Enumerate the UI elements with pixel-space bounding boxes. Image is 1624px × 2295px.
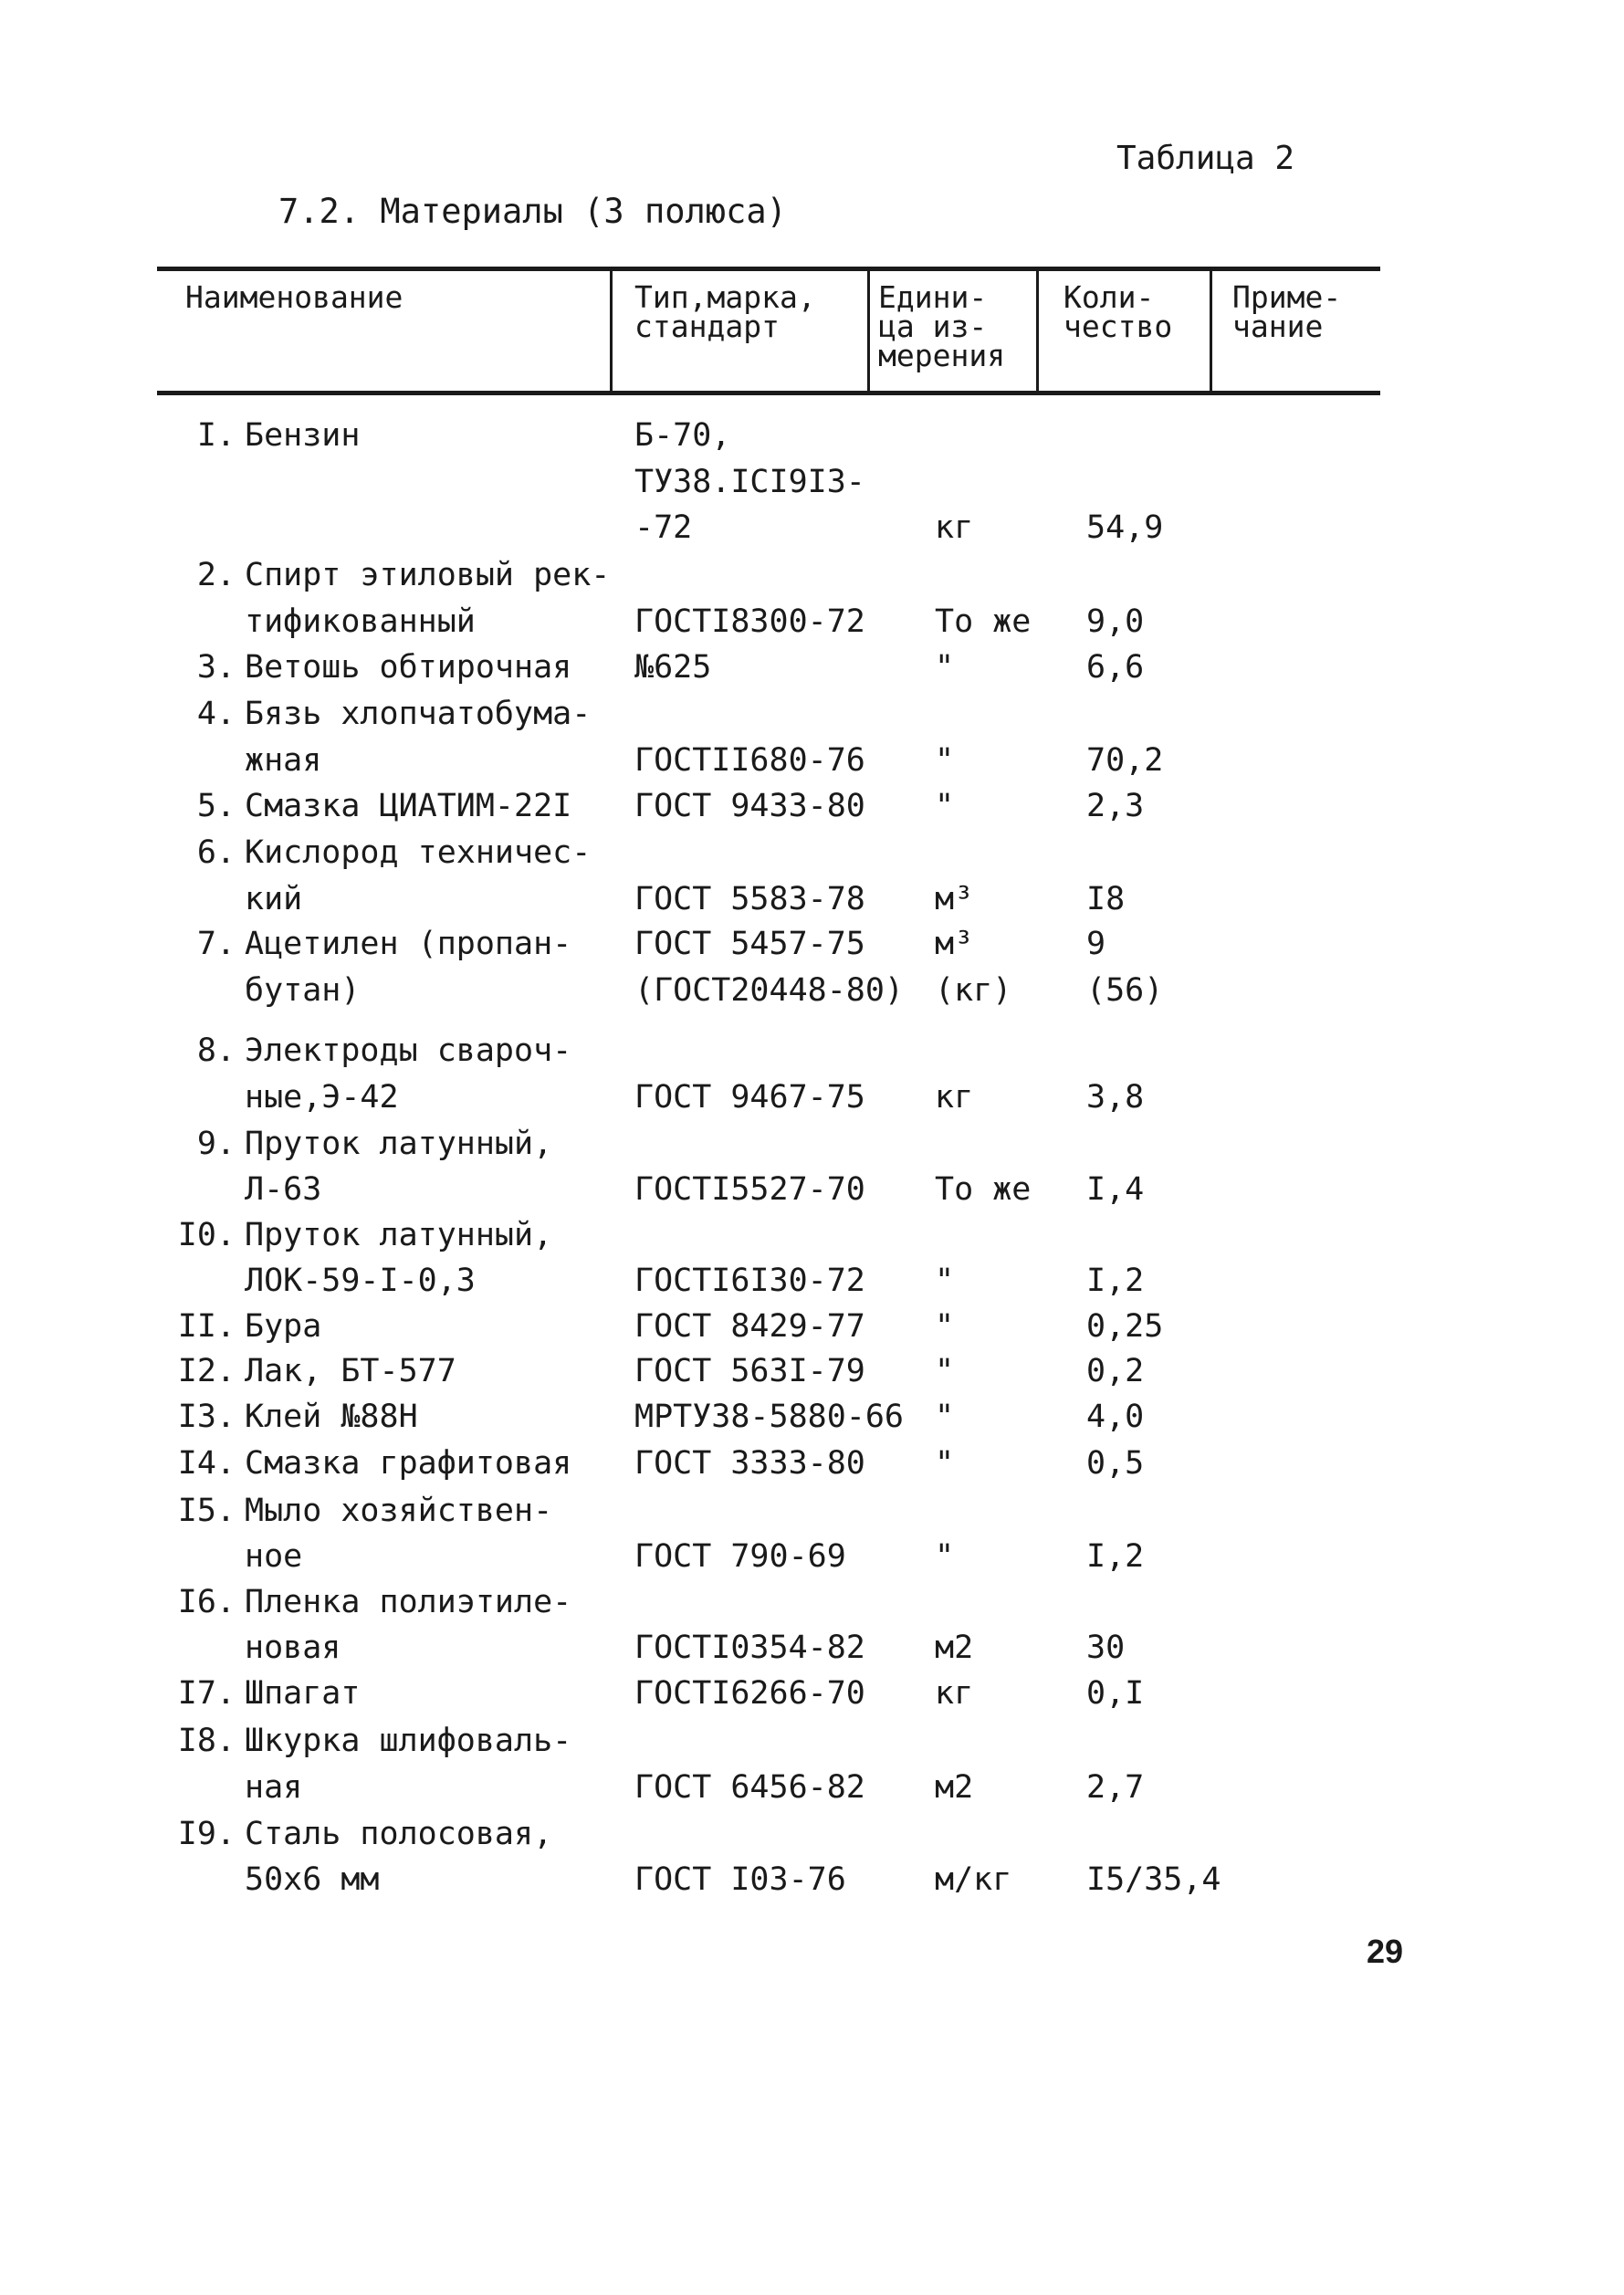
row-qty: 0,5	[1086, 1445, 1145, 1482]
table-row	[0, 1488, 1624, 1534]
table-row	[0, 1121, 1624, 1167]
row-number: I6.	[177, 1584, 236, 1620]
row-name: кий	[245, 881, 303, 917]
row-name: 50х6 мм	[245, 1861, 380, 1898]
row-qty: 4,0	[1086, 1399, 1145, 1435]
row-type: ГОСТ 9467-75	[634, 1079, 865, 1116]
row-type: ГОСТI8300-72	[634, 603, 865, 640]
row-name: жная	[245, 742, 322, 779]
row-name: Мыло хозяйствен-	[245, 1493, 553, 1529]
table-row	[0, 459, 1624, 505]
table-row	[0, 1811, 1624, 1857]
row-name: Спирт этиловый рек-	[245, 557, 611, 593]
row-qty: 2,7	[1086, 1769, 1145, 1806]
row-qty: 6,6	[1086, 649, 1145, 686]
row-name: Ацетилен (пропан-	[245, 926, 572, 962]
row-name: Смазка графитовая	[245, 1445, 572, 1482]
row-name: бутан)	[245, 972, 361, 1009]
table-row	[0, 738, 1624, 783]
row-type: ГОСТ 6456-82	[634, 1769, 865, 1806]
row-unit: кг	[935, 1079, 974, 1116]
row-unit: м2	[935, 1630, 974, 1666]
row-type: ГОСТ 5583-78	[634, 881, 865, 917]
row-qty: 3,8	[1086, 1079, 1145, 1116]
row-type: ГОСТI6I30-72	[634, 1263, 865, 1299]
row-type: ГОСТ 790-69	[634, 1538, 846, 1575]
row-name: Смазка ЦИАТИМ-22I	[245, 788, 572, 824]
table-row	[0, 1765, 1624, 1810]
row-type: ГОСТ 3333-80	[634, 1445, 865, 1482]
row-type: ГОСТ 5457-75	[634, 926, 865, 962]
table-row	[0, 1212, 1624, 1258]
table-row	[0, 1579, 1624, 1625]
row-qty: 0,25	[1086, 1308, 1164, 1345]
row-number: 3.	[196, 649, 236, 686]
row-type: №625	[634, 649, 712, 686]
table-row	[0, 1028, 1624, 1074]
row-type: (ГОСТ20448-80)	[634, 972, 905, 1009]
table-row	[0, 1394, 1624, 1440]
table-row	[0, 876, 1624, 922]
row-unit: "	[935, 1399, 955, 1435]
header-name: Наименование	[185, 279, 403, 315]
table-row	[0, 1857, 1624, 1902]
row-unit: м2	[935, 1769, 974, 1806]
table-header-rule	[157, 391, 1380, 395]
row-qty: I,2	[1086, 1538, 1145, 1575]
row-qty: I8	[1086, 881, 1126, 917]
row-name: Пруток латунный,	[245, 1126, 553, 1162]
row-unit: (кг)	[935, 972, 1012, 1009]
header-qty: Коли- чество	[1063, 279, 1173, 344]
row-type: ГОСТ 8429-77	[634, 1308, 865, 1345]
row-qty: I,4	[1086, 1171, 1145, 1208]
table-row	[0, 921, 1624, 967]
header-note: Приме- чание	[1232, 279, 1342, 344]
table-row	[0, 1167, 1624, 1212]
row-type: ТУ38.IСI9I3-	[634, 464, 865, 500]
table-row	[0, 1625, 1624, 1671]
row-name: ЛОК-59-I-0,3	[245, 1263, 476, 1299]
row-type: ГОСТ 563I-79	[634, 1353, 865, 1389]
table-row	[0, 783, 1624, 829]
row-qty: 9	[1086, 926, 1106, 962]
table-row	[0, 1074, 1624, 1120]
row-unit: "	[935, 1538, 955, 1575]
row-qty: 30	[1086, 1630, 1126, 1666]
header-type: Тип,марка, стандарт	[634, 279, 816, 344]
table-row	[0, 644, 1624, 690]
row-name: Шпагат	[245, 1675, 361, 1712]
table-row	[0, 1304, 1624, 1349]
row-name: Бура	[245, 1308, 322, 1345]
row-number: I.	[196, 417, 236, 454]
row-name: Клей №88Н	[245, 1399, 418, 1435]
row-number: I9.	[177, 1816, 236, 1852]
row-qty: 54,9	[1086, 509, 1164, 546]
row-name: тификованный	[245, 603, 476, 640]
row-qty: I5/35,4	[1086, 1861, 1221, 1898]
row-name: Пруток латунный,	[245, 1217, 553, 1253]
row-name: Л-63	[245, 1171, 322, 1208]
row-name: Лак, БТ-577	[245, 1353, 456, 1389]
row-qty: 2,3	[1086, 788, 1145, 824]
table-row	[0, 1718, 1624, 1764]
row-unit: То же	[935, 603, 1032, 640]
row-number: 9.	[196, 1126, 236, 1162]
table-row	[0, 1534, 1624, 1579]
table-row	[0, 599, 1624, 644]
row-unit: м³	[935, 881, 974, 917]
row-name: Ветошь обтирочная	[245, 649, 572, 686]
row-name: ное	[245, 1538, 303, 1575]
column-divider	[610, 269, 613, 393]
row-number: 6.	[196, 834, 236, 871]
row-unit: "	[935, 788, 955, 824]
row-unit: "	[935, 742, 955, 779]
table-label: Таблица 2	[1116, 140, 1295, 177]
row-qty: I,2	[1086, 1263, 1145, 1299]
table-row	[0, 830, 1624, 875]
row-number: I7.	[177, 1675, 236, 1712]
row-qty: (56)	[1086, 972, 1164, 1009]
row-unit: кг	[935, 509, 974, 546]
row-type: МРТУ38-5880-66	[634, 1399, 905, 1435]
row-number: 5.	[196, 788, 236, 824]
table-row	[0, 413, 1624, 458]
row-type: ГОСТII680-76	[634, 742, 865, 779]
row-qty: 70,2	[1086, 742, 1164, 779]
row-type: -72	[634, 509, 693, 546]
row-name: ные,Э-42	[245, 1079, 399, 1116]
table-top-rule	[157, 267, 1380, 271]
section-title: 7.2. Материалы (3 полюса)	[278, 192, 787, 231]
table-row	[0, 1258, 1624, 1304]
row-number: I5.	[177, 1493, 236, 1529]
row-unit: "	[935, 1445, 955, 1482]
row-type: ГОСТ I03-76	[634, 1861, 846, 1898]
row-name: Кислород техничес-	[245, 834, 592, 871]
column-divider	[867, 269, 870, 393]
column-divider	[1036, 269, 1039, 393]
row-number: I0.	[177, 1217, 236, 1253]
header-unit: Едини- ца из- мерения	[878, 279, 1006, 373]
table-row	[0, 1671, 1624, 1716]
row-unit: кг	[935, 1675, 974, 1712]
row-name: Сталь полосовая,	[245, 1816, 553, 1852]
table-row	[0, 968, 1624, 1013]
row-number: 8.	[196, 1032, 236, 1069]
row-unit: м³	[935, 926, 974, 962]
row-qty: 0,2	[1086, 1353, 1145, 1389]
row-name: Шкурка шлифоваль-	[245, 1723, 572, 1759]
table-row	[0, 505, 1624, 550]
row-name: Бензин	[245, 417, 361, 454]
row-number: 4.	[196, 696, 236, 732]
row-unit: "	[935, 1263, 955, 1299]
row-name: новая	[245, 1630, 341, 1666]
row-unit: То же	[935, 1171, 1032, 1208]
row-name: Электроды свароч-	[245, 1032, 572, 1069]
row-number: 7.	[196, 926, 236, 962]
table-row	[0, 691, 1624, 737]
table-row	[0, 1348, 1624, 1394]
row-number: I2.	[177, 1353, 236, 1389]
row-type: Б-70,	[634, 417, 731, 454]
row-unit: м/кг	[935, 1861, 1012, 1898]
row-type: ГОСТI0354-82	[634, 1630, 865, 1666]
table-row	[0, 1441, 1624, 1486]
row-number: I8.	[177, 1723, 236, 1759]
column-divider	[1210, 269, 1212, 393]
row-qty: 9,0	[1086, 603, 1145, 640]
row-unit: "	[935, 1353, 955, 1389]
row-number: I3.	[177, 1399, 236, 1435]
row-unit: "	[935, 1308, 955, 1345]
row-type: ГОСТI6266-70	[634, 1675, 865, 1712]
row-number: II.	[177, 1308, 236, 1345]
row-unit: "	[935, 649, 955, 686]
row-name: Бязь хлопчатобума-	[245, 696, 592, 732]
row-name: Пленка полиэтиле-	[245, 1584, 572, 1620]
row-number: 2.	[196, 557, 236, 593]
row-qty: 0,I	[1086, 1675, 1145, 1712]
table-row	[0, 552, 1624, 598]
row-name: ная	[245, 1769, 303, 1806]
row-type: ГОСТ 9433-80	[634, 788, 865, 824]
page-number: 29	[1367, 1933, 1404, 1970]
row-number: I4.	[177, 1445, 236, 1482]
row-type: ГОСТI5527-70	[634, 1171, 865, 1208]
